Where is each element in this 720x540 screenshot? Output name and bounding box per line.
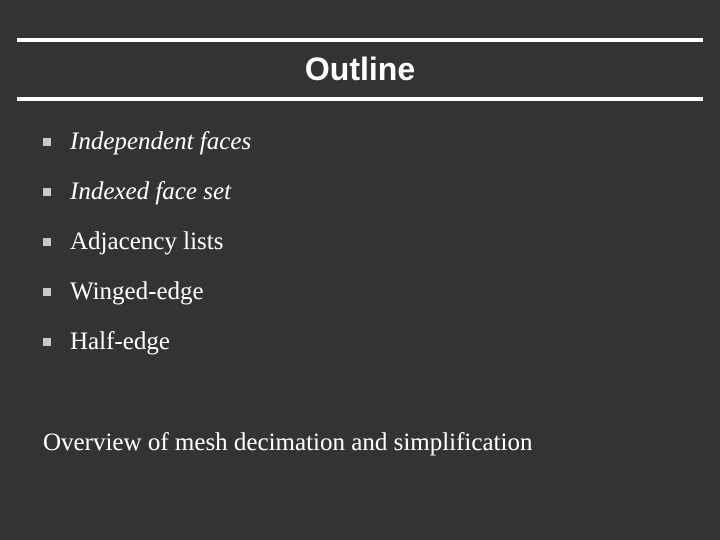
square-bullet-icon <box>43 338 51 346</box>
bullet-item <box>43 277 204 307</box>
overview-text: Overview of mesh decimation and simplification <box>43 429 533 456</box>
bullet-item <box>43 177 231 207</box>
square-bullet-icon <box>43 288 51 296</box>
slide-title: Outline <box>304 51 416 87</box>
square-bullet-icon <box>43 238 51 246</box>
bullet-text: Indexed face set <box>70 178 232 205</box>
square-bullet-icon <box>43 138 51 146</box>
bullet-text: Adjacency lists <box>70 228 224 255</box>
bullet-text: Half-edge <box>70 328 170 355</box>
bullet-item <box>43 227 223 257</box>
bullet-item <box>43 127 251 157</box>
bullet-item <box>43 327 170 357</box>
title-bottom-rule <box>17 97 703 101</box>
bullet-text: Independent faces <box>70 128 252 155</box>
title-top-rule <box>17 38 703 42</box>
square-bullet-icon <box>43 188 51 196</box>
bullet-text: Winged-edge <box>70 278 204 305</box>
